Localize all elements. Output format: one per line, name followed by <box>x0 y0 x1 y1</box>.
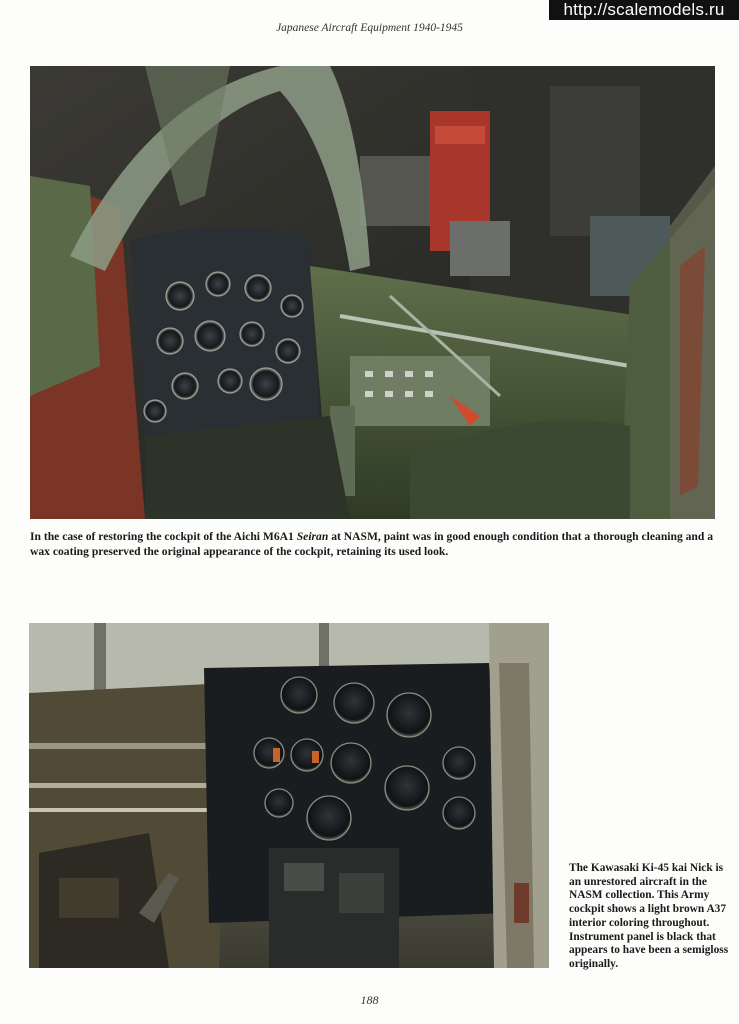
watermark-banner: http://scalemodels.ru <box>549 0 739 20</box>
page-number: 188 <box>360 993 379 1007</box>
running-head: Japanese Aircraft Equipment 1940-1945 <box>276 22 463 34</box>
ki45-cockpit-photo <box>29 623 549 968</box>
photo1-caption <box>30 529 720 559</box>
seiran-cockpit-photo <box>30 66 715 519</box>
photo2-caption: The Kawasaki Ki-45 kai Nick is an unrestored aircraft in the NASM collection. This Army cockpit shows a light brown A37 interior coloring throughout. Instrument panel is black that appears to have been a semigloss originally. <box>569 862 729 970</box>
caption1-text-before: In the case of restoring the cockpit of the Aichi M6A1 <box>30 530 297 543</box>
caption1-italic-name: Seiran <box>296 530 329 543</box>
caption1-text-after: at NASM, paint was in good enough condition that a thorough cleaning and a wax coating preserved the original appearance of the cockpit, retaining its used look. <box>30 530 714 558</box>
